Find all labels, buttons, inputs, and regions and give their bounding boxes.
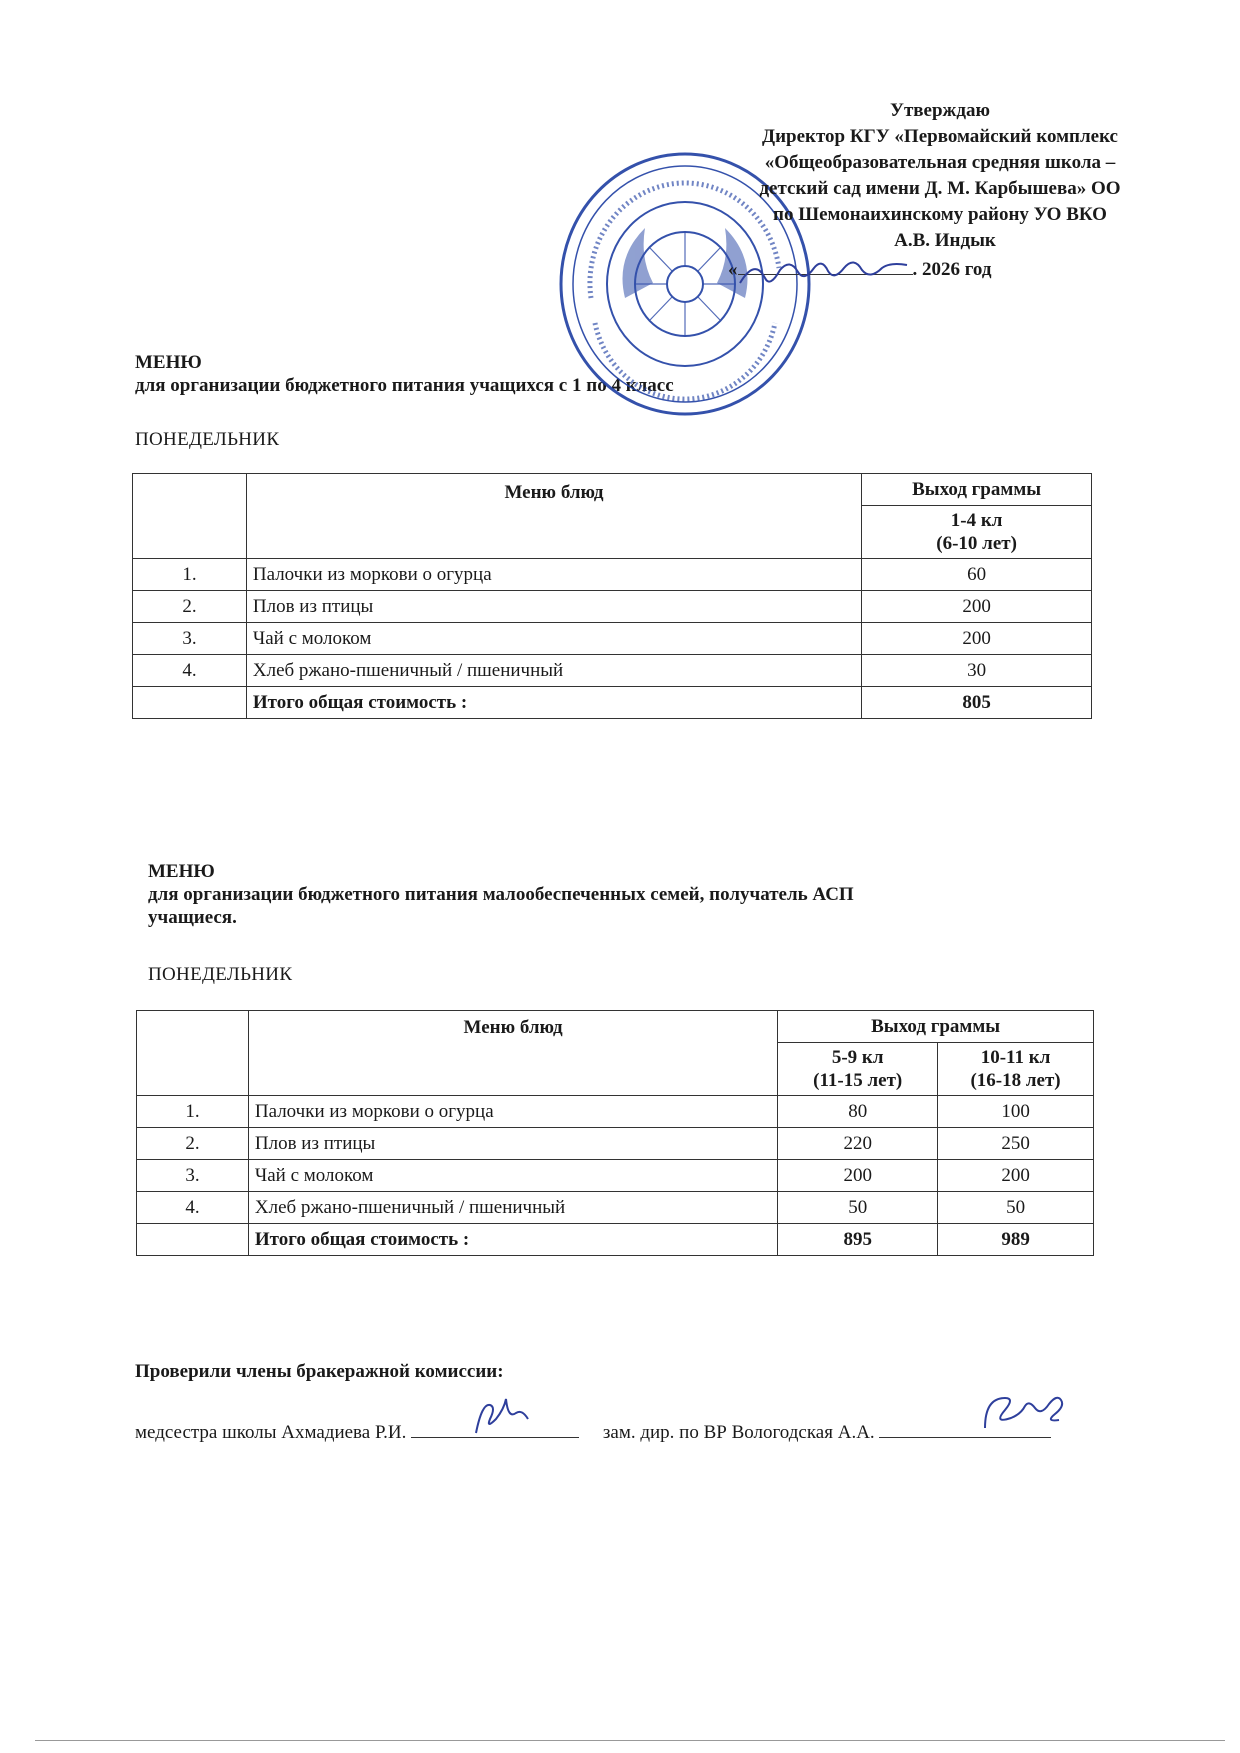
table-row [133, 591, 1092, 623]
dish-grams: 60 [862, 559, 1092, 591]
dish-name: Плов из птицы [248, 1128, 777, 1160]
approval-heading: Утверждаю [890, 100, 990, 121]
approval-school-1: «Общеобразовательная средняя школа – [764, 152, 1116, 173]
approval-name: А.В. Индык [894, 230, 996, 251]
commission-signatures [135, 1417, 1051, 1444]
row-number: 1. [133, 559, 247, 591]
total-value: 805 [862, 687, 1092, 719]
menu1-group-label: 1-4 кл [950, 510, 1003, 531]
menu2-subtitle-2: учащиеся. [148, 907, 237, 928]
dish-grams-5-9: 220 [778, 1128, 938, 1160]
menu2-group2-age: (16-18 лет) [970, 1070, 1061, 1091]
page-bottom-rule [35, 1740, 1225, 1741]
menu2-group2-header [938, 1043, 1094, 1096]
dish-grams: 200 [862, 591, 1092, 623]
director-signature [735, 253, 915, 293]
commission-title: Проверили члены бракеражной комиссии: [135, 1361, 504, 1382]
menu1-heading: МЕНЮ [135, 352, 202, 373]
row-number: 2. [133, 591, 247, 623]
dish-name: Хлеб ржано-пшеничный / пшеничный [248, 1192, 777, 1224]
menu2-group1-label: 5-9 кл [831, 1047, 884, 1068]
menu2-subtitle-1: для организации бюджетного питания малообеспеченных семей, получатель АСП [148, 884, 854, 905]
menu2-group1-header [778, 1043, 938, 1096]
total-value-5-9: 895 [778, 1224, 938, 1256]
dish-name: Хлеб ржано-пшеничный / пшеничный [246, 655, 861, 687]
menu2-group2-label: 10-11 кл [980, 1047, 1051, 1068]
total-label: Итого общая стоимость : [248, 1224, 777, 1256]
total-value-10-11: 989 [938, 1224, 1094, 1256]
menu2-corner-cell [137, 1011, 249, 1096]
menu1-corner-cell [133, 474, 247, 559]
row-number: 1. [137, 1096, 249, 1128]
dish-grams-5-9: 50 [778, 1192, 938, 1224]
menu1-subtitle: для организации бюджетного питания учащихся с 1 по 4 класс [135, 375, 674, 396]
total-empty-cell [133, 687, 247, 719]
table-row [133, 559, 1092, 591]
dish-grams-5-9: 200 [778, 1160, 938, 1192]
row-number: 4. [137, 1192, 249, 1224]
menu1-header-dishes: Меню блюд [246, 474, 861, 559]
dish-grams: 30 [862, 655, 1092, 687]
menu2-day: ПОНЕДЕЛЬНИК [148, 964, 293, 985]
approval-district: по Шемонаихинскому району УО ВКО [773, 204, 1107, 225]
menu2-heading: МЕНЮ [148, 861, 215, 882]
menu1-table [132, 473, 1092, 719]
dish-name: Чай с молоком [246, 623, 861, 655]
approval-school-2: детский сад имени Д. М. Карбышева» ОО [759, 178, 1121, 199]
dish-grams: 200 [862, 623, 1092, 655]
dish-grams-10-11: 200 [938, 1160, 1094, 1192]
total-label: Итого общая стоимость : [246, 687, 861, 719]
dish-name: Палочки из моркови о огурца [248, 1096, 777, 1128]
row-number: 3. [133, 623, 247, 655]
table-row [137, 1128, 1094, 1160]
approval-director: Директор КГУ «Первомайский комплекс [762, 126, 1118, 147]
nurse-signature [468, 1395, 538, 1437]
menu2-group1-age: (11-15 лет) [813, 1070, 903, 1091]
menu2-table [136, 1010, 1094, 1256]
row-number: 4. [133, 655, 247, 687]
deputy-signature [975, 1388, 1075, 1438]
row-number: 3. [137, 1160, 249, 1192]
menu1-header-output: Выход граммы [862, 474, 1092, 506]
menu1-group-age: (6-10 лет) [936, 533, 1017, 554]
table-row [133, 623, 1092, 655]
table-row [137, 1192, 1094, 1224]
dish-grams-10-11: 250 [938, 1128, 1094, 1160]
menu2-header-output: Выход граммы [778, 1011, 1094, 1043]
menu2-header-dishes: Меню блюд [248, 1011, 777, 1096]
total-row [133, 687, 1092, 719]
dish-grams-10-11: 100 [938, 1096, 1094, 1128]
dish-name: Палочки из моркови о огурца [246, 559, 861, 591]
row-number: 2. [137, 1128, 249, 1160]
menu1-group-header [862, 506, 1092, 559]
menu2-title [148, 860, 854, 929]
deputy-name: зам. дир. по ВР Вологодская А.А. [602, 1422, 875, 1443]
table-row [137, 1096, 1094, 1128]
dish-name: Плов из птицы [246, 591, 861, 623]
dish-grams-10-11: 50 [938, 1192, 1094, 1224]
dish-name: Чай с молоком [248, 1160, 777, 1192]
nurse-name: медсестра школы Ахмадиева Р.И. [135, 1422, 407, 1443]
table-row [133, 655, 1092, 687]
table-row [137, 1160, 1094, 1192]
menu1-day: ПОНЕДЕЛЬНИК [135, 429, 280, 450]
total-empty-cell [137, 1224, 249, 1256]
total-row [137, 1224, 1094, 1256]
approval-date: « . 2026 год [700, 254, 1180, 283]
dish-grams-5-9: 80 [778, 1096, 938, 1128]
